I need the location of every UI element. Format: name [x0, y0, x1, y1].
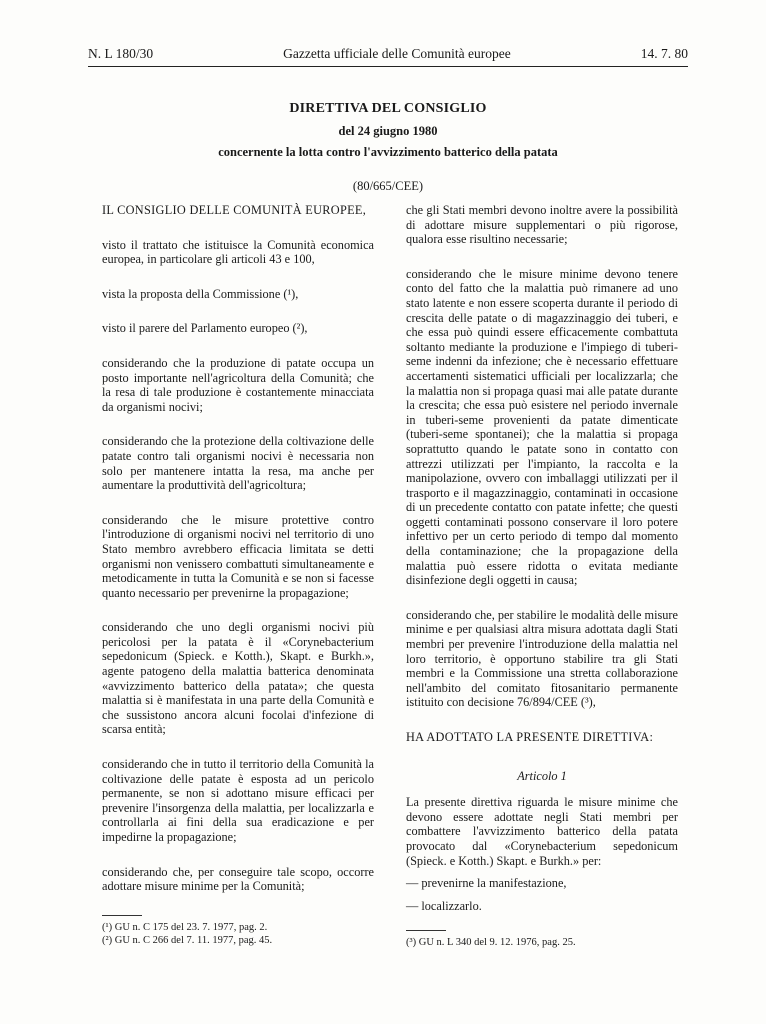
paragraph: IL CONSIGLIO DELLE COMUNITÀ EUROPEE,	[102, 203, 367, 217]
header-divider	[88, 66, 688, 67]
document-title: DIRETTIVA DEL CONSIGLIO	[289, 101, 487, 116]
footnote: (¹) GU n. C 175 del 23. 7. 1977, pag. 2.	[102, 922, 268, 933]
article-text: La presente direttiva riguarda le misure minime che devono essere adottate negli Stati membri per combattere l'avvizzimento batterico della patata provocato dal «Corynebacterium sepedonicum (Spieck. e Kotth.) Skapt. e Burkh.» per:	[406, 795, 678, 868]
document-subject: concernente la lotta contro l'avvizzimento batterico della patata	[218, 145, 558, 159]
list-item: — localizzarlo.	[406, 898, 482, 913]
article-title: Articolo 1	[517, 768, 567, 783]
page-header	[88, 46, 688, 62]
header-date: 14. 7. 80	[640, 46, 688, 61]
left-column	[102, 203, 374, 914]
paragraph: che gli Stati membri devono inoltre avere la possibilità di adottare misure supplementari o più rigorose, qualora esse risultino necessarie;	[406, 203, 678, 247]
paragraph: considerando che in tutto il territorio della Comunità la coltivazione delle patate è esposta ad un pericolo permanente, se non si adottano misure efficaci per prevenire l'insorgenza della malattia, per localizzarla e controllarla ai fini della sua eradicazione e per impedirne la propagazione;	[102, 757, 374, 844]
document-date: del 24 giugno 1980	[338, 124, 438, 138]
paragraph: considerando che uno degli organismi nocivi più pericolosi per la patata è il «Corynebacterium sepedonicum (Spieck. e Kotth.), Skapt. e Burkh.», agente patogeno della malattia batterica denominata «avvizzimento batterico della patata»; che questa malattia si è manifestata in una parte della Comunità e che sussistono ancora alcuni focolai d'infezione di scarsa entità;	[102, 620, 374, 737]
paragraph: considerando che, per conseguire tale scopo, occorre adottare misure minime per la Comunità;	[102, 864, 374, 894]
header-page-ref: N. L 180/30	[88, 46, 154, 61]
paragraph: visto il parere del Parlamento europeo (²),	[102, 321, 308, 336]
paragraph: considerando che, per stabilire le modalità delle misure minime e per qualsiasi altra misura adottata dagli Stati membri per prevenire l'introduzione della malattia nel loro territorio, è opportuno stabilire tra gli Stati membri e la Commissione una stretta collaborazione nell'ambito del comitato fitosanitario permanente istituito con decisione 76/894/CEE (³),	[406, 607, 678, 710]
footnote-divider	[102, 915, 142, 916]
footnotes-right	[406, 930, 678, 950]
footnotes-left	[102, 915, 374, 947]
footnote: (²) GU n. C 266 del 7. 11. 1977, pag. 45.	[102, 934, 273, 946]
right-column	[406, 203, 678, 921]
title-block	[88, 98, 688, 196]
paragraph: considerando che le misure protettive contro l'introduzione di organismi nocivi nel territorio di uno Stato membro avrebbero efficacia limitata se detti organismi non venissero combattuti simultaneamente e metodicamente in tutta la Comunità e se non si facesse quanto necessario per prevenirne la propagazione;	[102, 512, 374, 600]
paragraph: visto il trattato che istituisce la Comunità economica europea, in particolare gli articoli 43 e 100,	[102, 237, 374, 267]
document-reference: (80/665/CEE)	[352, 179, 424, 193]
paragraph: considerando che la protezione della coltivazione delle patate contro tali organismi nocivi è necessaria non solo per mantenere intatta la resa, ma anche per aumentare la produttività dell'agricoltura;	[102, 434, 374, 493]
list-item: — prevenirne la manifestazione,	[406, 876, 567, 891]
paragraph: vista la proposta della Commissione (¹),	[102, 286, 299, 301]
paragraph: considerando che le misure minime devono tenere conto del fatto che la malattia può rimanere ad uno stato latente e non essere scoperta durante il periodo di crescita delle patate o di magazzinaggio dei tuberi, e che essa può quindi essere efficacemente combattuta soltanto mediante la produzione e l'impiego di tuberi-seme indenni da infezione; che è necessario effettuare accertamenti sistematici ufficiali per localizzarla; che la malattia non si propaga quasi mai alle patate durante la crescita; che essa può esistere nel periodo invernale in tuberi-seme provenienti da patate dimenticate (tuberi-seme spontanei); che la malattia si propaga soprattutto quando le patate sono in contatto con attrezzi utilizzati per l'impianto, la raccolta e la manipolazione, ovvero con imballaggi utilizzati per il trasporto e il magazzinaggio, contaminati in occasione di un precedente contatto con patate infette; che questi oggetti contaminati possono conservare il loro potere infettivo per un certo periodo di tempo dal momento della contaminazione; che la propagazione della malattia può essere ridotta o evitata mediante disinfezione degli oggetti in causa;	[406, 266, 678, 588]
enacting-formula: HA ADOTTATO LA PRESENTE DIRETTIVA:	[406, 730, 654, 744]
paragraph: considerando che la produzione di patate occupa un posto importante nell'agricoltura della Comunità; che la resa di tale produzione è costantemente minacciata da organismi nocivi;	[102, 355, 374, 414]
header-journal-title: Gazzetta ufficiale delle Comunità europee	[283, 46, 511, 61]
footnote: (³) GU n. L 340 del 9. 12. 1976, pag. 25.	[406, 937, 576, 948]
footnote-divider	[406, 930, 446, 931]
